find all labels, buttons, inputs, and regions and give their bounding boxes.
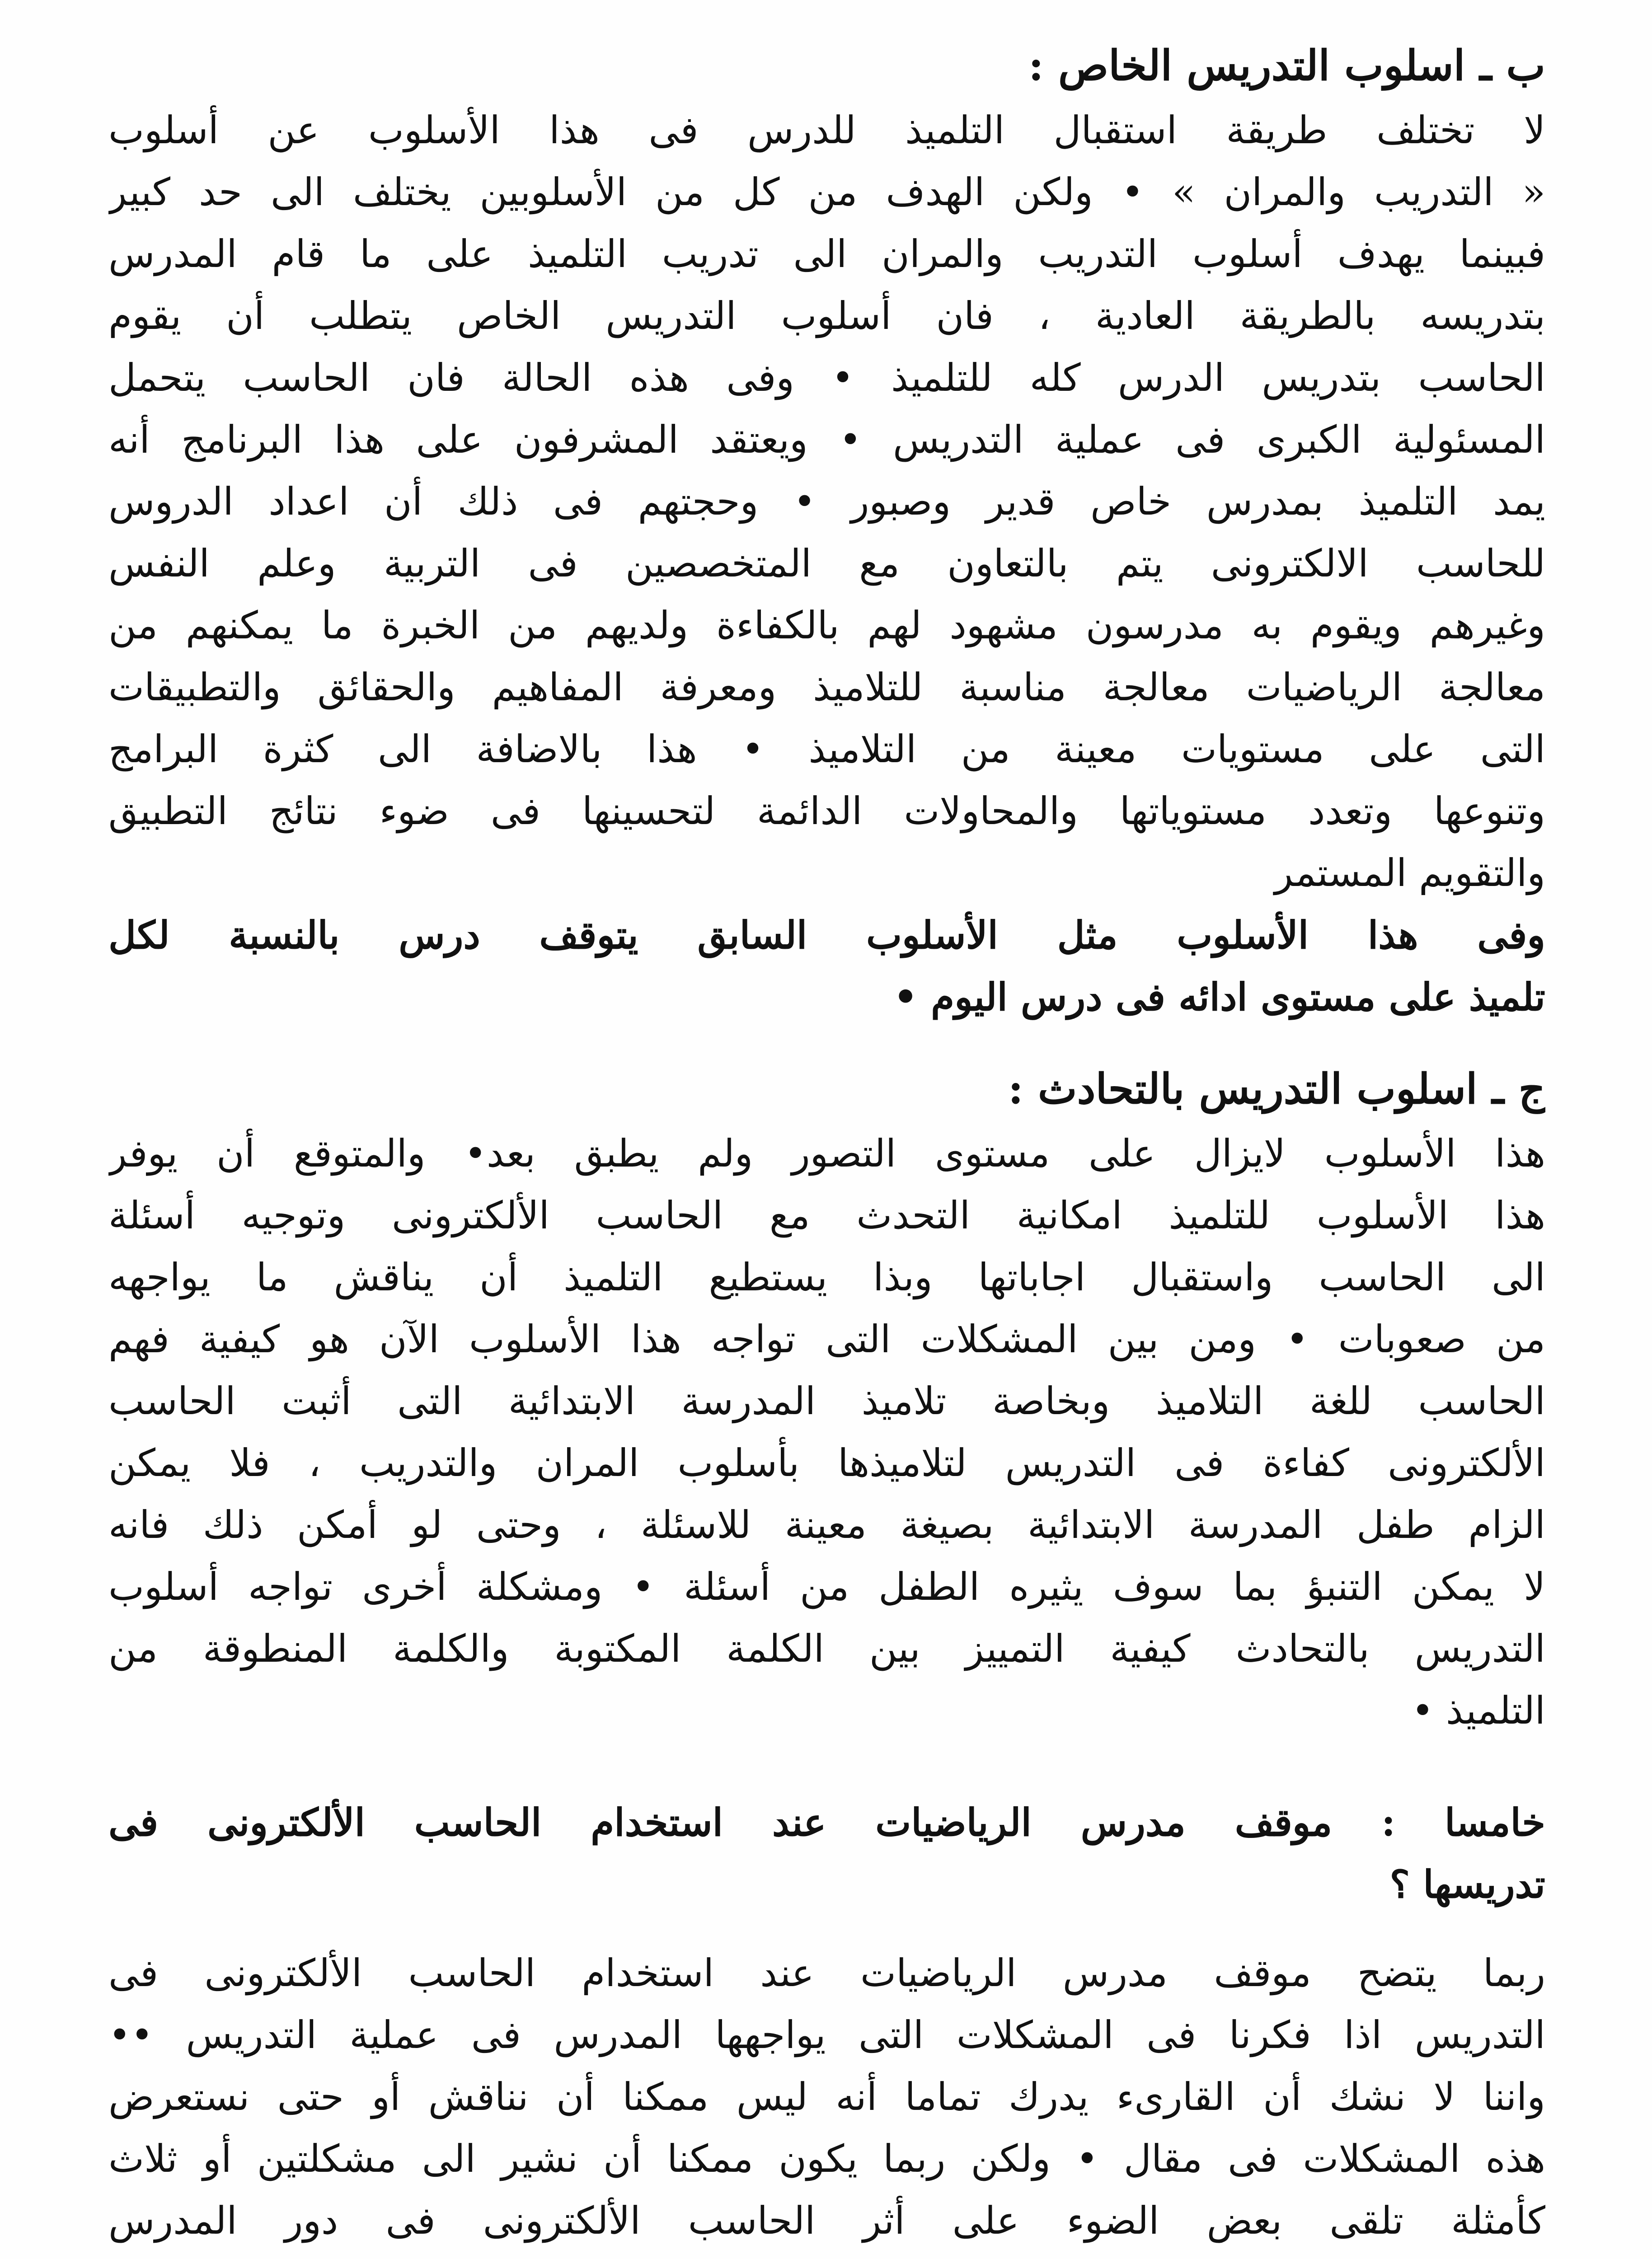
- section-5-heading-cont: تدريسها ؟: [1389, 1862, 1545, 1907]
- text-line: هذا الأسلوب للتلميذ امكانية التحدث مع الحاسب الألكترونى وتوجيه أسئلة: [108, 1193, 1545, 1237]
- text-line: هذه المشكلات فى مقال • ولكن ربما يكون ممكنا أن نشير الى مشكلتين أو ثلاث: [108, 2137, 1545, 2181]
- text-line: الحاسب للغة التلاميذ وبخاصة تلاميذ المدرسة الابتدائية التى أثبت الحاسب: [108, 1379, 1545, 1423]
- text-line: هذا الأسلوب لايزال على مستوى التصور ولم يطبق بعد• والمتوقع أن يوفر: [108, 1131, 1545, 1176]
- section-c-heading: ج ـ اسلوب التدريس بالتحادث :: [1008, 1064, 1545, 1113]
- section-b-heading: ب ـ اسلوب التدريس الخاص :: [1028, 41, 1545, 90]
- text-line: المسئولية الكبرى فى عملية التدريس • ويعتقد المشرفون على هذا البرنامج أنه: [108, 417, 1545, 462]
- text-line: واننا لا نشك أن القارىء يدرك تماما أنه ليس ممكنا أن نناقش أو حتى نستعرض: [108, 2075, 1545, 2119]
- text-line: « التدريب والمران » • ولكن الهدف من كل من الأسلوبين يختلف الى حد كبير: [108, 170, 1545, 214]
- section-5-heading: خامسا : موقف مدرس الرياضيات عند استخدام الحاسب الألكترونى فى: [108, 1800, 1545, 1845]
- text-line: التدريس اذا فكرنا فى المشكلات التى يواجهها المدرس فى عملية التدريس ••: [108, 2013, 1545, 2057]
- text-line: ربما يتضح موقف مدرس الرياضيات عند استخدام الحاسب الألكترونى فى: [108, 1951, 1545, 1995]
- emphasis-line: وفى هذا الأسلوب مثل الأسلوب السابق يتوقف درس بالنسبة لكل: [108, 913, 1545, 957]
- text-line: من صعوبات • ومن بين المشكلات التى تواجه هذا الأسلوب الآن هو كيفية فهم: [108, 1317, 1545, 1361]
- page-content: [108, 32, 1545, 2252]
- text-line: الى الحاسب واستقبال اجاباتها وبذا يستطيع التلميذ أن يناقش ما يواجهه: [108, 1255, 1545, 1299]
- text-line: فبينما يهدف أسلوب التدريب والمران الى تدريب التلميذ على ما قام المدرس: [108, 232, 1545, 276]
- emphasis-line: تلميذ على مستوى ادائه فى درس اليوم •: [893, 975, 1545, 1019]
- text-line: الألكترونى كفاءة فى التدريس لتلاميذها بأسلوب المران والتدريب ، فلا يمكن: [108, 1441, 1545, 1485]
- text-line: لا تختلف طريقة استقبال التلميذ للدرس فى هذا الأسلوب عن أسلوب: [108, 108, 1545, 152]
- spacer: [108, 1742, 1545, 1791]
- section-b-paragraph: [108, 99, 1545, 1028]
- spacer: [108, 1915, 1545, 1942]
- text-line: لا يمكن التنبؤ بما سوف يثيره الطفل من أسئلة • ومشكلة أخرى تواجه أسلوب: [108, 1565, 1545, 1609]
- text-line: وغيرهم ويقوم به مدرسون مشهود لهم بالكفاءة ولديهم من الخبرة ما يمكنهم من: [108, 603, 1545, 647]
- text-line: بتدريسه بالطريقة العادية ، فان أسلوب التدريس الخاص يتطلب أن يقوم: [108, 294, 1545, 338]
- text-line: الحاسب بتدريس الدرس كله للتلميذ • وفى هذه الحالة فان الحاسب يتحمل: [108, 356, 1545, 400]
- text-line: كأمثلة تلقى بعض الضوء على أثر الحاسب الألكترونى فى دور المدرس: [108, 2198, 1545, 2243]
- text-line: الزام طفل المدرسة الابتدائية بصيغة معينة للاسئلة ، وحتى لو أمكن ذلك فانه: [108, 1503, 1545, 1547]
- text-line: التى على مستويات معينة من التلاميذ • هذا بالاضافة الى كثرة البرامج: [108, 727, 1545, 771]
- text-line: التدريس بالتحادث كيفية التمييز بين الكلمة المكتوبة والكلمة المنطوقة من: [108, 1626, 1545, 1671]
- text-line: التلميذ •: [1411, 1688, 1545, 1733]
- section-5: [108, 1791, 1545, 2252]
- text-line: والتقويم المستمر: [1274, 851, 1545, 895]
- text-line: يمد التلميذ بمدرس خاص قدير وصبور • وحجتهم فى ذلك أن اعداد الدروس: [108, 479, 1545, 524]
- text-line: للحاسب الالكترونى يتم بالتعاون مع المتخصصين فى التربية وعلم النفس: [108, 541, 1545, 586]
- spacer: [108, 1028, 1545, 1055]
- text-line: معالجة الرياضيات معالجة مناسبة للتلاميذ ومعرفة المفاهيم والحقائق والتطبيقات: [108, 665, 1545, 709]
- text-line: وتنوعها وتعدد مستوياتها والمحاولات الدائمة لتحسينها فى ضوء نتائج التطبيق: [108, 789, 1545, 833]
- section-c-paragraph: [108, 1123, 1545, 1742]
